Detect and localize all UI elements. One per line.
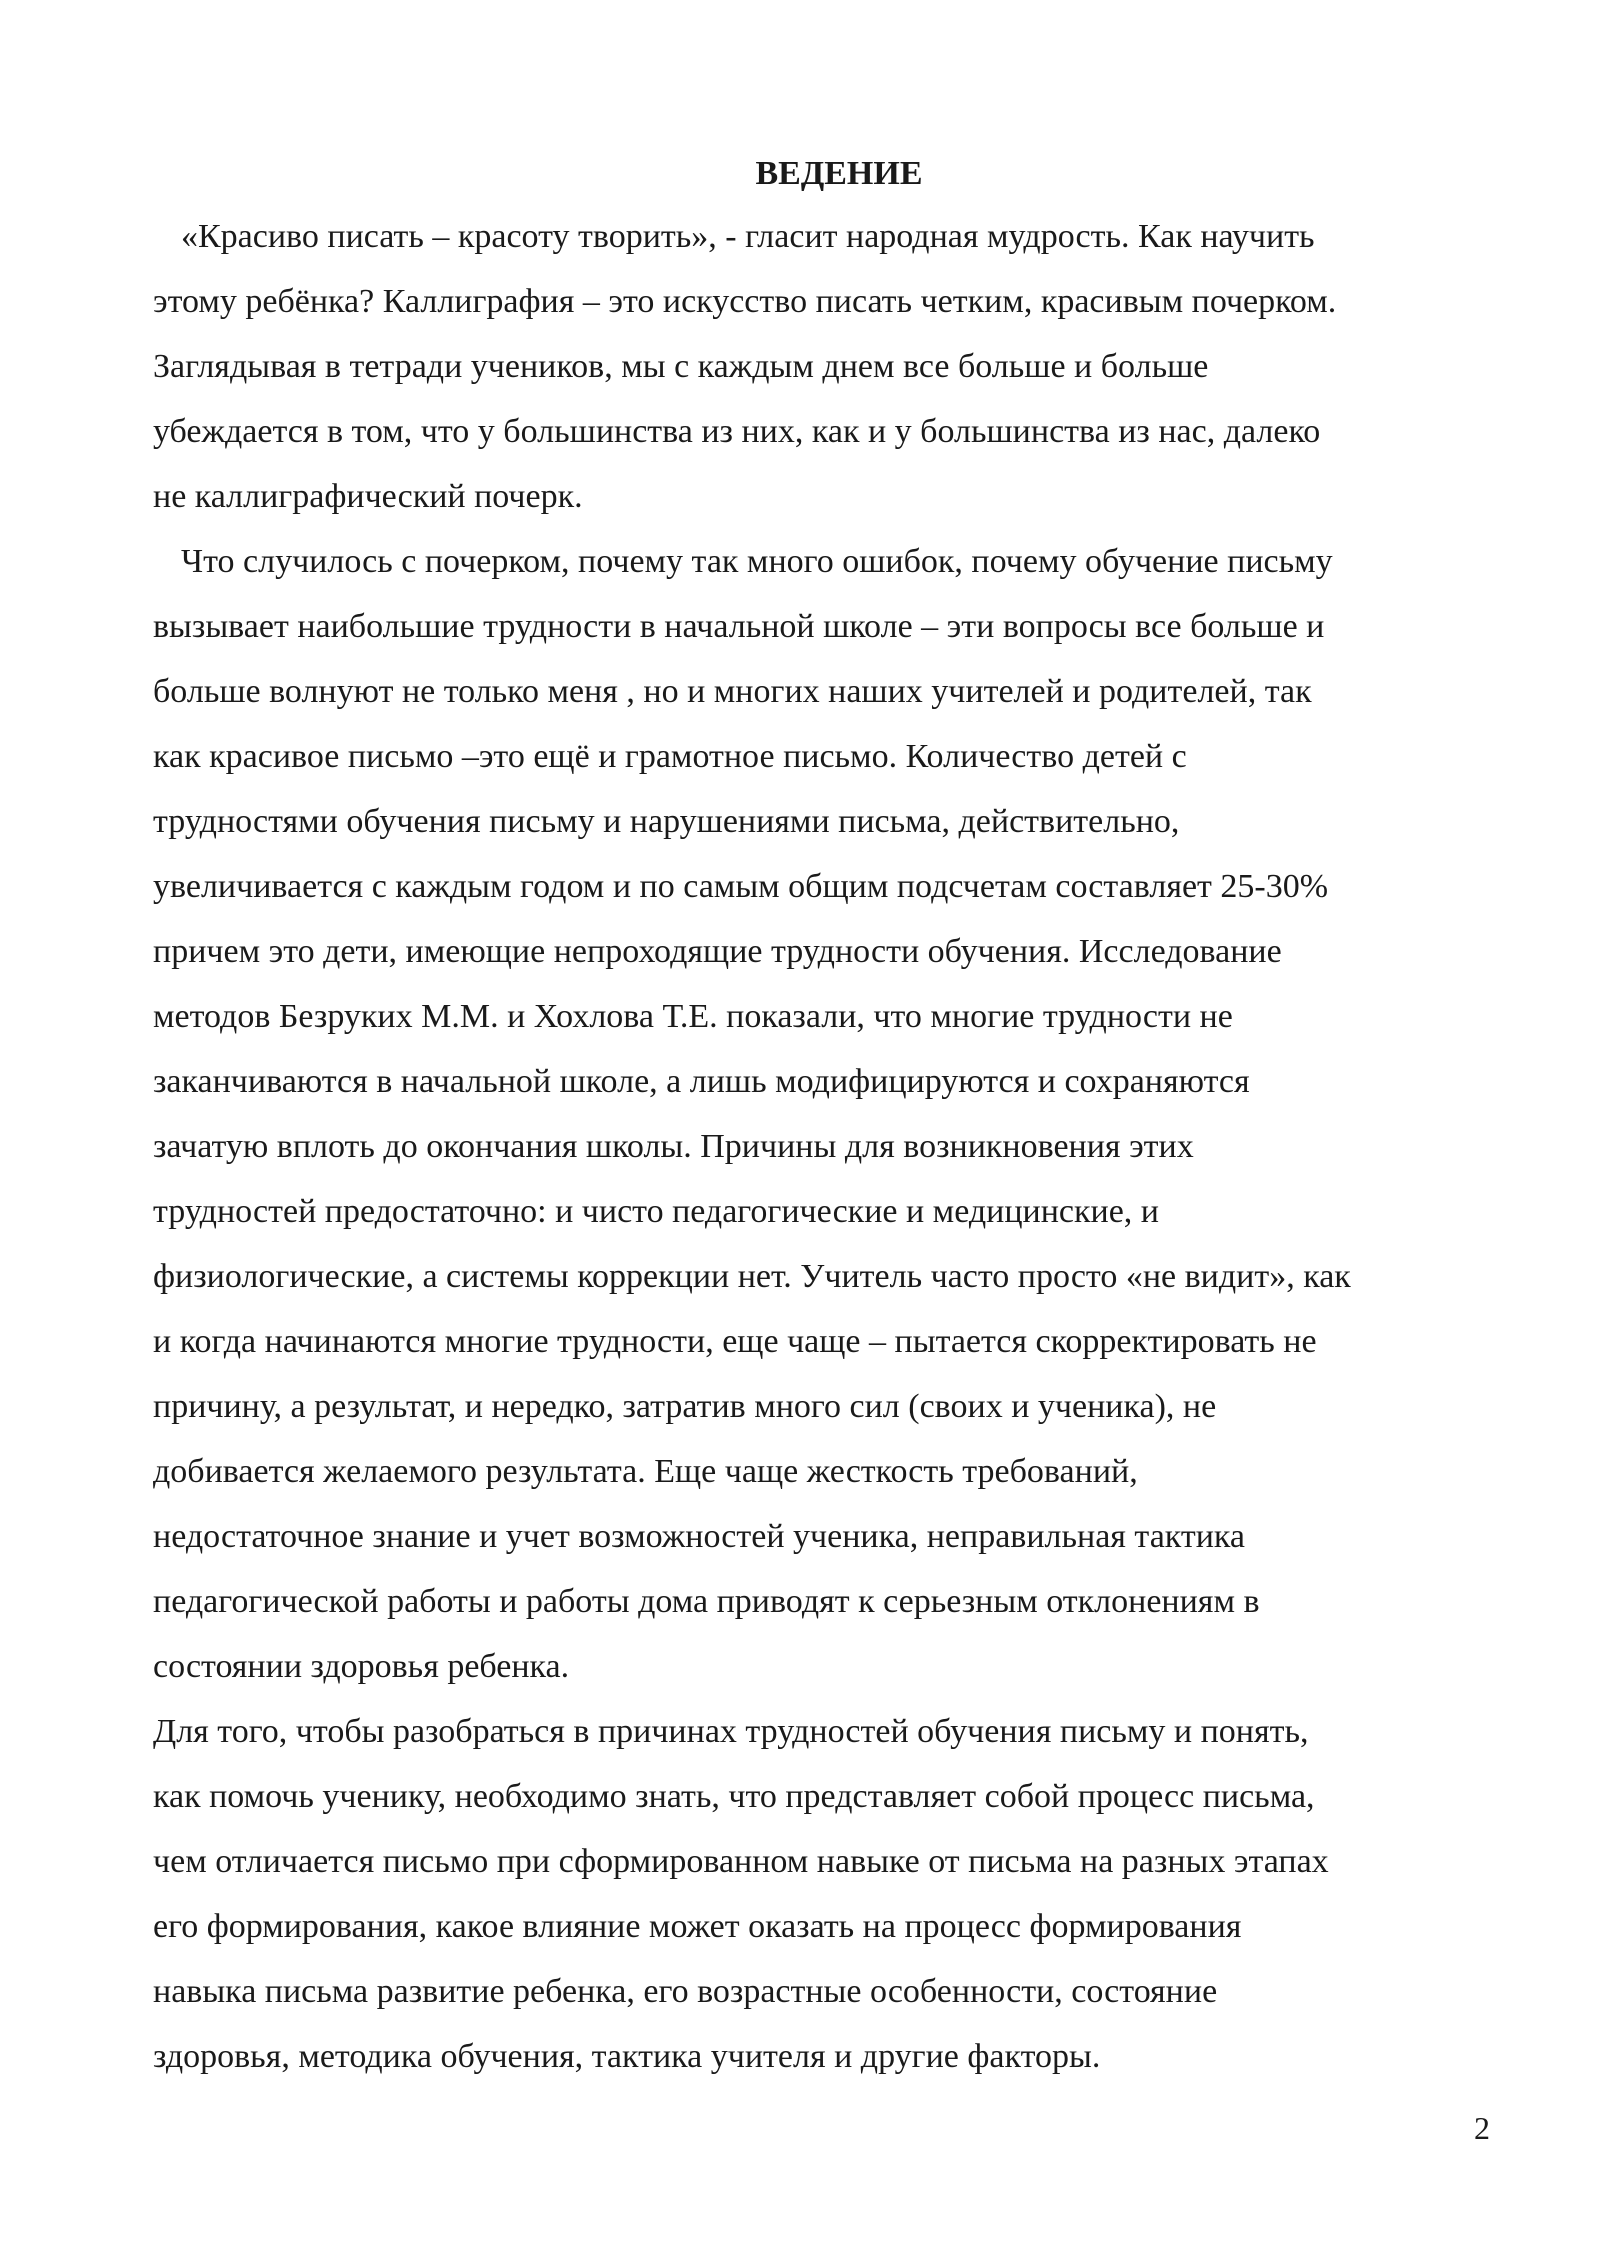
document-heading: ВЕДЕНИЕ (755, 155, 923, 192)
text-line: как красивое письмо –это ещё и грамотное письмо. Количество детей с (153, 738, 1187, 775)
page-number: 2 (1474, 2110, 1490, 2146)
text-line: недостаточное знание и учет возможностей ученика, неправильная тактика (153, 1518, 1246, 1555)
text-line: Заглядывая в тетради учеников, мы с каждым днем все больше и больше (153, 348, 1209, 385)
text-line: вызывает наибольшие трудности в начальной школе – эти вопросы все больше и (153, 608, 1325, 645)
text-line: увеличивается с каждым годом и по самым общим подсчетам составляет 25-30% (153, 868, 1329, 905)
paragraph-1 (153, 204, 1495, 529)
text-line: убеждается в том, что у большинства из них, как и у большинства из нас, далеко (153, 413, 1321, 450)
text-line: зачатую вплоть до окончания школы. Причины для возникновения этих (153, 1128, 1194, 1165)
text-line: и когда начинаются многие трудности, еще чаще – пытается скорректировать не (153, 1323, 1317, 1360)
text-line: трудностей предостаточно: и чисто педагогические и медицинские, и (153, 1193, 1160, 1230)
text-line: физиологические, а системы коррекции нет. Учитель часто просто «не видит», как (153, 1258, 1351, 1295)
text-line: причину, а результат, и нередко, затратив много сил (своих и ученика), не (153, 1388, 1217, 1425)
paragraph-3 (153, 1699, 1495, 2089)
text-line: заканчиваются в начальной школе, а лишь модифицируются и сохраняются (153, 1063, 1250, 1100)
text-line: его формирования, какое влияние может оказать на процесс формирования (153, 1908, 1242, 1945)
text-line: «Красиво писать – красоту творить», - гласит народная мудрость. Как научить (181, 218, 1315, 255)
text-line: здоровья, методика обучения, тактика учителя и другие факторы. (153, 2038, 1101, 2075)
text-line: навыка письма развитие ребенка, его возрастные особенности, состояние (153, 1973, 1218, 2010)
text-line: причем это дети, имеющие непроходящие трудности обучения. Исследование (153, 933, 1282, 970)
text-line: добивается желаемого результата. Еще чаще жесткость требований, (153, 1453, 1138, 1490)
text-line: состоянии здоровья ребенка. (153, 1648, 570, 1685)
text-line: больше волнуют не только меня , но и многих наших учителей и родителей, так (153, 673, 1312, 710)
text-line: трудностями обучения письму и нарушениями письма, действительно, (153, 803, 1180, 840)
text-line: чем отличается письмо при сформированном навыке от письма на разных этапах (153, 1843, 1329, 1880)
text-line: методов Безруких М.М. и Хохлова Т.Е. показали, что многие трудности не (153, 998, 1233, 1035)
text-line: не каллиграфический почерк. (153, 478, 583, 515)
text-line: Для того, чтобы разобраться в причинах трудностей обучения письму и понять, (153, 1713, 1309, 1750)
text-line: Что случилось с почерком, почему так много ошибок, почему обучение письму (181, 543, 1333, 580)
document-body (153, 152, 1495, 2089)
text-line: педагогической работы и работы дома приводят к серьезным отклонениям в (153, 1583, 1260, 1620)
text-line: как помочь ученику, необходимо знать, что представляет собой процесс письма, (153, 1778, 1315, 1815)
paragraph-2 (153, 529, 1495, 1699)
text-line: этому ребёнка? Каллиграфия – это искусство писать четким, красивым почерком. (153, 283, 1337, 320)
